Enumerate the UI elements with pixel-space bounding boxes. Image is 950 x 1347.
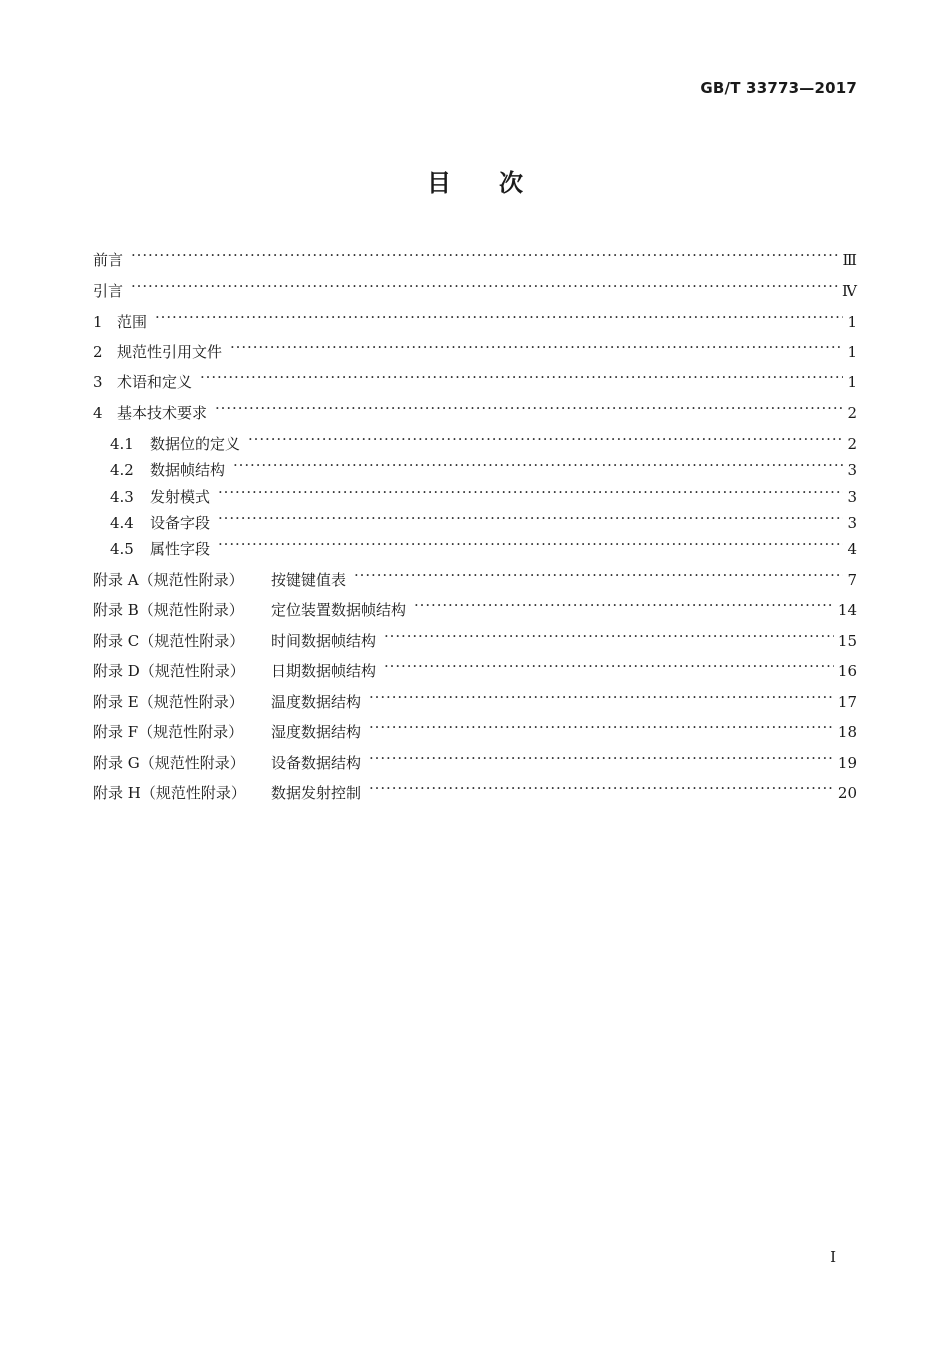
toc-entry-title: 术语和定义 xyxy=(117,373,193,391)
toc-entry-number: 4.4 xyxy=(110,514,134,532)
toc-entry-title: 发射模式 xyxy=(150,488,211,506)
toc-entry-page: 2 xyxy=(847,435,857,453)
toc-entry-page: 3 xyxy=(847,514,857,532)
toc-leader-dots xyxy=(131,276,838,296)
toc-entry-title: 湿度数据结构 xyxy=(271,723,362,741)
toc-entry-title: 数据位的定义 xyxy=(150,435,241,453)
toc-entry-title: 按键键值表 xyxy=(271,571,347,589)
toc-leader-dots xyxy=(230,337,843,357)
toc-leader-dots xyxy=(369,717,834,737)
toc-entry-foreword[interactable] xyxy=(93,245,857,269)
toc-leader-dots xyxy=(384,656,834,676)
toc-entry-title: 定位装置数据帧结构 xyxy=(271,601,407,619)
toc-annex-f[interactable] xyxy=(93,717,857,741)
toc-annex-c[interactable] xyxy=(93,626,857,650)
toc-entry-title: 设备数据结构 xyxy=(271,754,362,772)
toc-entry-page: 1 xyxy=(847,373,857,391)
annex-prefix: 附录 G（规范性附录） xyxy=(93,754,245,772)
toc-entry-page: 4 xyxy=(847,540,857,558)
toc-annex-e[interactable] xyxy=(93,687,857,711)
toc-entry-1[interactable] xyxy=(93,307,857,331)
toc-entry-2[interactable] xyxy=(93,337,857,361)
annex-prefix: 附录 H（规范性附录） xyxy=(93,784,246,802)
toc-entry-4-5[interactable] xyxy=(110,534,857,558)
toc-entry-page: Ⅲ xyxy=(842,251,857,269)
toc-entry-page: 15 xyxy=(837,632,857,650)
toc-leader-dots xyxy=(215,398,843,418)
toc-entry-page: 16 xyxy=(837,662,857,680)
annex-prefix: 附录 E（规范性附录） xyxy=(93,693,244,711)
annex-prefix: 附录 D（规范性附录） xyxy=(93,662,245,680)
toc-leader-dots xyxy=(369,687,834,707)
annex-prefix: 附录 A（规范性附录） xyxy=(93,571,244,589)
toc-entry-page: 19 xyxy=(837,754,857,772)
toc-entry-4-4[interactable] xyxy=(110,508,857,532)
toc-entry-page: 18 xyxy=(837,723,857,741)
toc-leader-dots xyxy=(384,626,834,646)
toc-entry-page: Ⅳ xyxy=(842,282,857,300)
toc-entry-page: 14 xyxy=(837,601,857,619)
toc-entry-title: 规范性引用文件 xyxy=(117,343,223,361)
toc-entry-title: 基本技术要求 xyxy=(117,404,208,422)
toc-leader-dots xyxy=(354,565,843,585)
toc-entry-4-2[interactable] xyxy=(110,455,857,479)
toc-annex-h[interactable] xyxy=(93,778,857,802)
annex-prefix: 附录 C（规范性附录） xyxy=(93,632,245,650)
toc-entry-4[interactable] xyxy=(93,398,857,422)
footer-page-number: I xyxy=(830,1248,836,1266)
toc-leader-dots xyxy=(131,245,839,265)
toc-entry-number: 4.3 xyxy=(110,488,134,506)
toc-annex-b[interactable] xyxy=(93,595,857,619)
toc-leader-dots xyxy=(233,455,843,475)
toc-entry-number: 2 xyxy=(93,343,103,361)
toc-leader-dots xyxy=(248,429,843,449)
toc-entry-number: 4.5 xyxy=(110,540,134,558)
standard-number: GB/T 33773—2017 xyxy=(700,79,857,97)
toc-entry-page: 7 xyxy=(847,571,857,589)
toc-leader-dots xyxy=(218,534,843,554)
toc-entry-title: 温度数据结构 xyxy=(271,693,362,711)
toc-entry-number: 3 xyxy=(93,373,103,391)
toc-entry-page: 1 xyxy=(847,343,857,361)
toc-entry-number: 4.2 xyxy=(110,461,134,479)
toc-leader-dots xyxy=(218,508,843,528)
toc-entry-page: 3 xyxy=(847,461,857,479)
toc-annex-g[interactable] xyxy=(93,748,857,772)
toc-entry-title: 时间数据帧结构 xyxy=(271,632,377,650)
toc-leader-dots xyxy=(369,778,834,798)
toc-entry-title: 范围 xyxy=(117,313,148,331)
toc-entry-title: 属性字段 xyxy=(150,540,211,558)
toc-entry-page: 1 xyxy=(847,313,857,331)
toc-entry-title: 数据帧结构 xyxy=(150,461,226,479)
toc-entry-4-1[interactable] xyxy=(110,429,857,453)
toc-leader-dots xyxy=(155,307,843,327)
toc-entry-title: 前言 xyxy=(93,251,124,269)
annex-prefix: 附录 F（规范性附录） xyxy=(93,723,244,741)
toc-leader-dots xyxy=(200,367,843,387)
toc-annex-d[interactable] xyxy=(93,656,857,680)
toc-entry-number: 4.1 xyxy=(110,435,134,453)
toc-entry-title: 设备字段 xyxy=(150,514,211,532)
toc-annex-a[interactable] xyxy=(93,565,857,589)
annex-prefix: 附录 B（规范性附录） xyxy=(93,601,244,619)
toc-entry-4-3[interactable] xyxy=(110,482,857,506)
toc-entry-page: 20 xyxy=(837,784,857,802)
toc-leader-dots xyxy=(218,482,843,502)
toc-entry-number: 4 xyxy=(93,404,103,422)
toc-entry-title: 数据发射控制 xyxy=(271,784,362,802)
toc-entry-page: 2 xyxy=(847,404,857,422)
toc-entry-page: 17 xyxy=(837,693,857,711)
toc-title: 目次 xyxy=(427,169,571,197)
toc-entry-title: 日期数据帧结构 xyxy=(271,662,377,680)
toc-entry-3[interactable] xyxy=(93,367,857,391)
toc-entry-number: 1 xyxy=(93,313,103,331)
toc-entry-page: 3 xyxy=(847,488,857,506)
toc-entry-introduction[interactable] xyxy=(93,276,857,300)
toc-entry-title: 引言 xyxy=(93,282,124,300)
toc-leader-dots xyxy=(414,595,834,615)
toc-leader-dots xyxy=(369,748,834,768)
